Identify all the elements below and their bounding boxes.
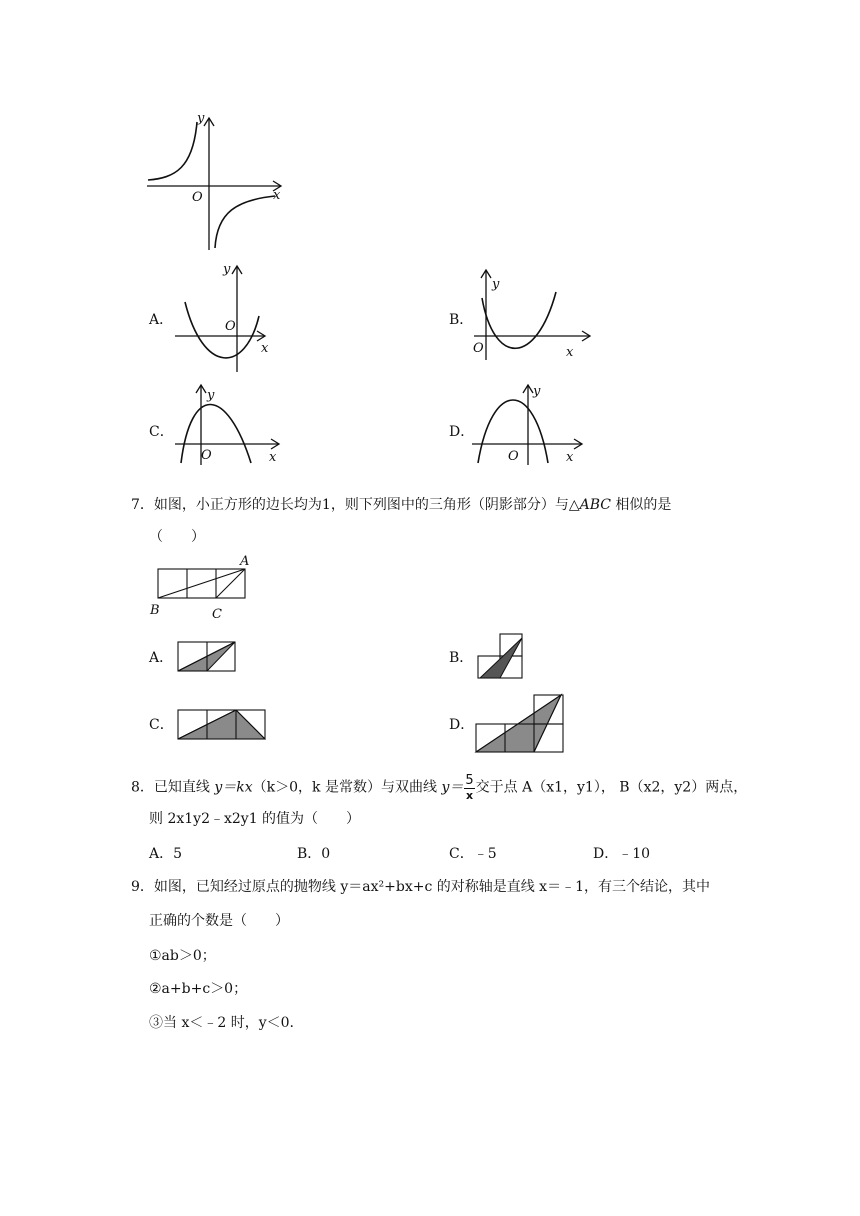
y-axis-label: y <box>207 388 215 403</box>
q7-stem <box>131 498 671 512</box>
q6-option-c-graph <box>173 383 283 468</box>
y-axis-label: y <box>533 384 541 399</box>
q9-line2: 正确的个数是（ ） <box>149 913 289 929</box>
q8-option-d[interactable]: D．﹣10 <box>593 846 651 862</box>
q8-option-c[interactable]: C．﹣5 <box>449 846 497 862</box>
origin-label: O <box>225 319 236 334</box>
x-axis-label: x <box>566 345 574 360</box>
q8-line2 <box>149 812 360 826</box>
q8-line1 <box>131 774 747 801</box>
q8-option-b[interactable]: B．0 <box>297 846 331 862</box>
origin-label: O <box>473 341 484 356</box>
point-b-label: B <box>150 603 160 618</box>
q8-point-a: A（x1，y1）， <box>522 779 615 796</box>
q7-option-c-figure <box>176 708 268 742</box>
q6-option-b[interactable]: B． <box>449 312 474 328</box>
y-axis-label: y <box>223 262 231 277</box>
x-axis-label: x <box>269 450 277 465</box>
q8-line-equation: y＝kx <box>214 779 253 796</box>
q7-abc-figure <box>148 552 258 627</box>
q8-answer-paren: （ ） <box>304 811 361 827</box>
q8-hyperbola-eq: y＝ <box>441 779 464 796</box>
q7-option-a-figure <box>176 640 238 674</box>
fraction-denominator: x <box>465 789 474 802</box>
q8-point-b: B（x2，y2）两点， <box>619 779 748 796</box>
q7-option-c[interactable]: C． <box>149 717 174 733</box>
y-axis-label: y <box>492 277 500 292</box>
origin-label: O <box>508 449 519 464</box>
q6-option-c[interactable]: C． <box>149 424 174 440</box>
q8-fraction <box>464 774 474 801</box>
q7-option-d-figure <box>474 693 566 755</box>
q9-item-2: ②a+b+c＞0； <box>149 981 248 997</box>
q7-answer-paren: （ ） <box>149 529 205 545</box>
q9-item-3: ③当 x＜﹣2 时，y＜0. <box>149 1015 294 1031</box>
x-axis-label: x <box>273 188 281 203</box>
q7-stem-text: 7．如图，小正方形的边长均为1，则下列图中的三角形（阴影部分）与△ <box>131 497 580 513</box>
q7-option-a[interactable]: A． <box>149 650 174 666</box>
x-axis-label: x <box>261 341 269 356</box>
q7-option-b-figure <box>476 632 528 682</box>
q8-option-a[interactable]: A．5 <box>149 846 183 862</box>
q8-text: 已知直线 <box>153 779 210 796</box>
q7-stem-end: 相似的是 <box>610 497 672 513</box>
q6-option-a-graph <box>173 262 273 377</box>
q8-condition: （k＞0，k 是常数）与双曲线 <box>252 779 437 796</box>
point-a-label: A <box>240 554 250 569</box>
q6-option-a[interactable]: A． <box>149 312 174 328</box>
point-c-label: C <box>212 607 222 622</box>
hyperbola-graph <box>145 108 295 258</box>
q8-question: 则 2x1y2﹣x2y1 的值为 <box>149 811 305 827</box>
q8-number: 8． <box>131 779 154 796</box>
q9-item-1: ①ab＞0； <box>149 948 216 964</box>
q8-text-2: 交于点 <box>475 779 518 796</box>
q6-option-d-graph <box>470 383 590 468</box>
q7-option-b[interactable]: B． <box>449 650 474 666</box>
origin-label: O <box>192 190 203 205</box>
q6-option-d[interactable]: D． <box>449 424 475 440</box>
origin-label: O <box>201 448 212 463</box>
q7-option-d[interactable]: D． <box>449 717 475 733</box>
y-axis-label: y <box>197 111 205 126</box>
q9-line1: 9．如图，已知经过原点的抛物线 y＝ax²+bx+c 的对称轴是直线 x＝﹣1，有三个结论，其中 <box>131 879 710 895</box>
fraction-numerator: 5 <box>465 773 474 788</box>
x-axis-label: x <box>566 450 574 465</box>
q7-stem-abc: ABC <box>579 497 611 513</box>
q6-option-b-graph <box>470 268 595 363</box>
